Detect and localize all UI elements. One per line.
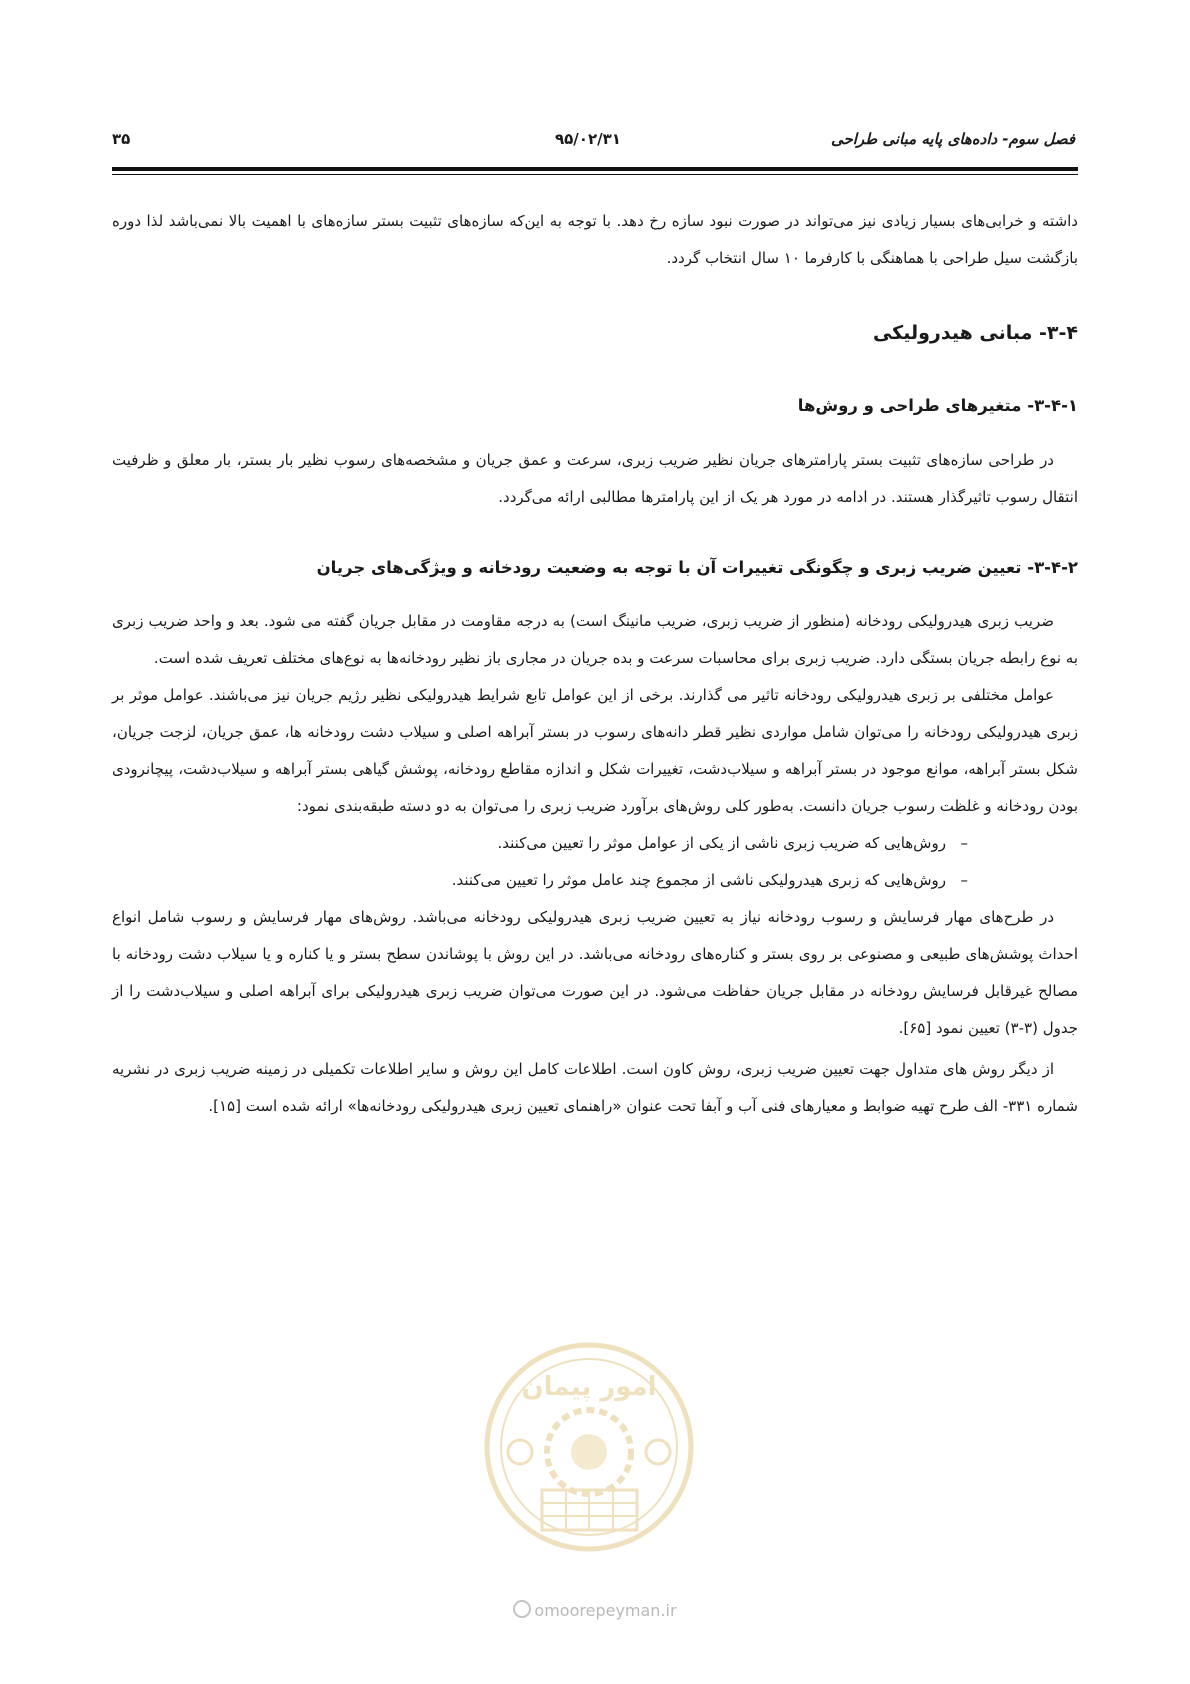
bullet-text: روش‌هایی که زبری هیدرولیکی ناشی از مجموع چند عامل موثر را تعیین می‌کنند. — [451, 871, 946, 889]
header-rule-thick — [112, 167, 1078, 171]
section-heading: ۳-۴- مبانی هیدرولیکی — [872, 322, 1078, 344]
subsection2-heading-block — [112, 558, 1078, 577]
bullet-item — [112, 862, 1078, 899]
intro-block — [112, 203, 1078, 277]
watermark-url: omoorepeyman.ir — [485, 1600, 705, 1620]
intro-paragraph: داشته و خرابی‌های بسیار زیادی نیز می‌تواند در صورت نبود سازه رخ دهد. با توجه به این‌که سازه‌های تثبیت بستر سازه‌های با اهمیت بالا نمی‌باشد لذا دوره بازگشت سیل طراحی با هماهنگی با کارفرما ۱۰ سال انتخاب گردد. — [112, 212, 1078, 267]
bullet-dash: – — [960, 834, 968, 852]
watermark-seal — [482, 1340, 697, 1555]
subsection2-body — [112, 603, 1078, 1125]
at-icon — [513, 1600, 531, 1618]
bullet-item — [112, 825, 1078, 862]
subsection1-heading: ۳-۴-۱- متغیرهای طراحی و روش‌ها — [797, 396, 1078, 415]
running-header-chapter: فصل سوم- داده‌های پایه مبانی طراحی — [830, 130, 1075, 148]
subsection2-paragraph-4: از دیگر روش های متداول جهت تعیین ضریب زبری، روش کاون است. اطلاعات کامل این روش و سایر اطلاعات تکمیلی در زمینه ضریب زبری در نشریه شماره ۳۳۱- الف طرح تهیه ضوابط و معیارهای فنی آب و آبفا تحت عنوان «راهنمای تعیین زبری هیدرولیکی رودخانه‌ها» ارائه شده است [۱۵]. — [112, 1060, 1078, 1115]
subsection1-paragraph: در طراحی سازه‌های تثبیت بستر پارامترهای جریان نظیر ضریب زبری، سرعت و عمق جریان و مشخصه‌های رسوب نظیر بار بستر، بار معلق و ظرفیت انتقال رسوب تاثیرگذار هستند. در ادامه در مورد هر یک از این پارامترها مطالبی ارائه می‌گردد. — [112, 451, 1078, 506]
section-heading-block — [112, 322, 1078, 344]
subsection1-body — [112, 442, 1078, 516]
bullet-dash: – — [960, 871, 968, 889]
subsection1-heading-block — [112, 396, 1078, 415]
subsection2-heading: ۳-۴-۲- تعیین ضریب زبری و چگونگی تغییرات آن با توجه به وضعیت رودخانه و ویژگی‌های جریان — [316, 558, 1078, 577]
header-rule-thin — [112, 174, 1078, 175]
running-header-date: ۹۵/۰۲/۳۱ — [555, 130, 621, 148]
subsection2-paragraph-3: در طرح‌های مهار فرسایش و رسوب رودخانه نیاز به تعیین ضریب زبری هیدرولیکی رودخانه می‌باشد. روش‌های مهار فرسایش و رسوب شامل انواع احداث پوشش‌های طبیعی و مصنوعی بر روی بستر و کناره‌های رودخانه می‌باشد. در این روش با پوشاندن سطح بستر و یا کناره و یا سیلاب دشت رودخانه با مصالح غیرقابل فرسایش رودخانه در مقابل جریان حفاظت می‌شود. در این صورت می‌توان ضریب زبری هیدرولیکی برای آبراهه اصلی و سیلاب‌دشت را از جدول (۳-۳) تعیین نمود [۶۵]. — [112, 908, 1078, 1037]
page-number: ۳۵ — [112, 130, 131, 148]
subsection2-paragraph-2: عوامل مختلفی بر زبری هیدرولیکی رودخانه تاثیر می گذارند. برخی از این عوامل تابع شرایط هیدرولیکی نظیر رژیم جریان نیز می‌باشند. عوامل موثر بر زبری هیدرولیکی رودخانه را می‌توان شامل مواردی نظیر قطر دانه‌های رسوب در بستر آبراهه اصلی و سیلاب دشت رودخانه ها، عمق جریان، لزجت جریان، شکل بستر آبراهه، موانع موجود در بستر آبراهه و سیلاب‌دشت، تغییرات شکل و اندازه مقاطع رودخانه، پوشش گیاهی بستر آبراهه و سیلاب‌دشت، پیچانرودی بودن رودخانه و غلظت رسوب جریان دانست. به‌طور کلی روش‌های برآورد ضریب زبری را می‌توان به دو دسته طبقه‌بندی نمود: — [112, 686, 1078, 815]
watermark-logo-text: امور پیمان — [521, 1372, 657, 1402]
bullet-text: روش‌هایی که ضریب زبری ناشی از یکی از عوامل موثر را تعیین می‌کنند. — [497, 834, 946, 852]
subsection2-paragraph-1: ضریب زبری هیدرولیکی رودخانه (منظور از ضریب زبری، ضریب مانینگ است) به درجه مقاومت در مقابل جریان گفته می شود. بعد و واحد ضریب زبری به نوع رابطه جریان بستگی دارد. ضریب زبری برای محاسبات سرعت و بده جریان در مجاری باز نظیر رودخانه‌ها به نوع‌های مختلف تعریف شده است. — [112, 612, 1078, 667]
